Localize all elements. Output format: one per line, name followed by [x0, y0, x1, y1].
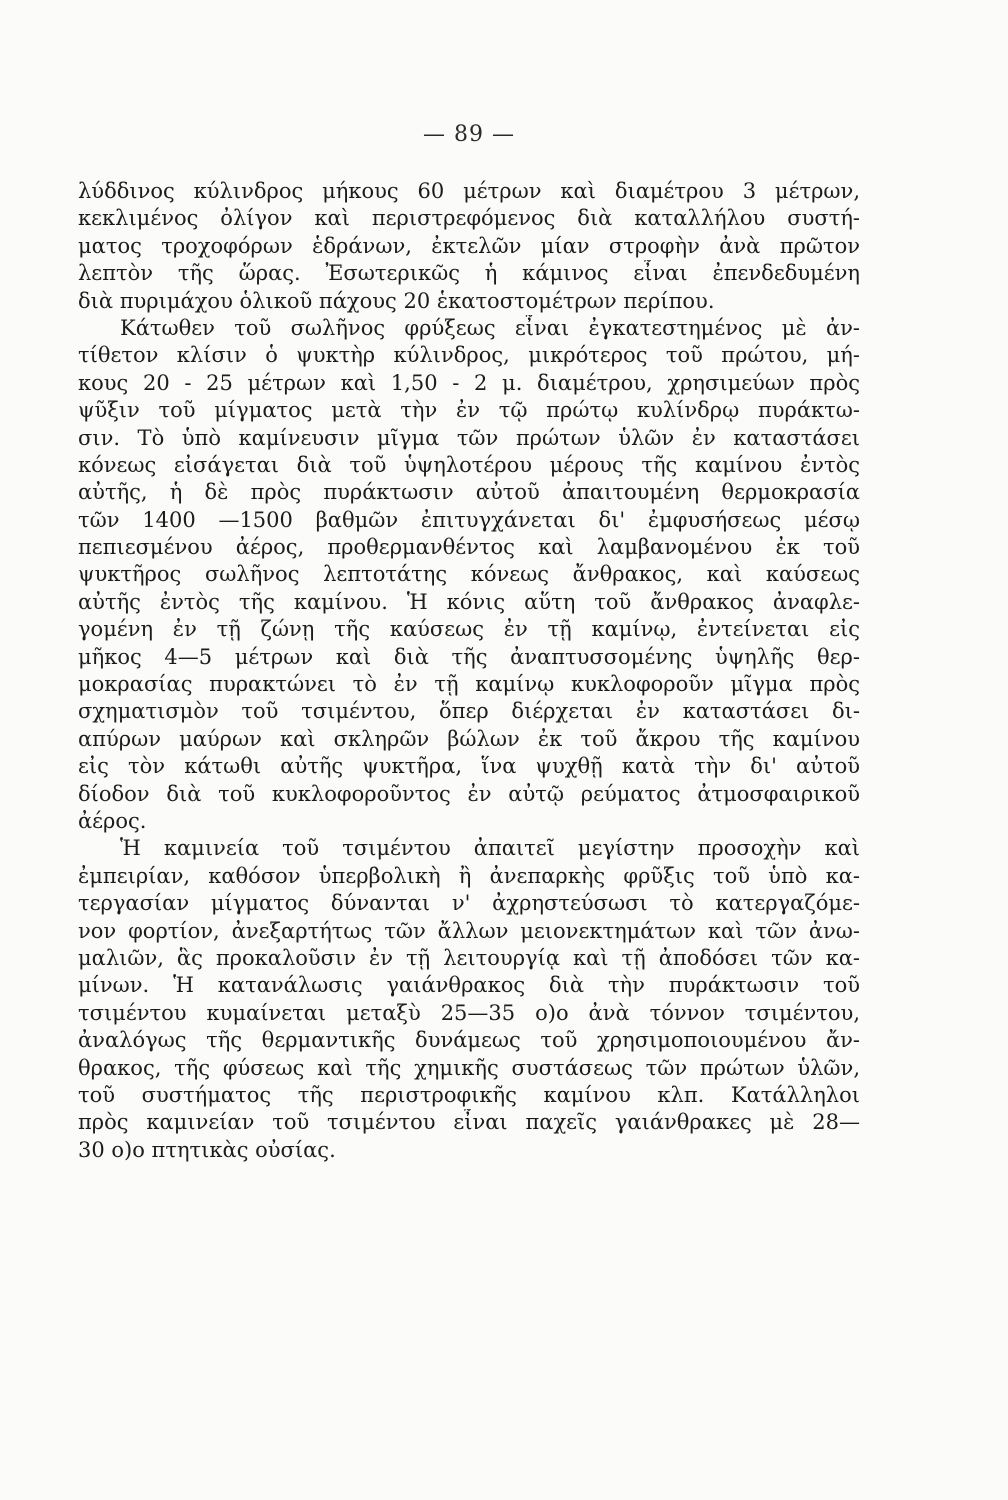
- text-line: ψυκτῆρος σωλῆνος λεπτοτάτης κόνεως ἄνθρακος, καὶ καύσεως: [78, 562, 860, 587]
- text-line: τῶν 1400 —1500 βαθμῶν ἐπιτυγχάνεται δι' ἐμφυσήσεως μέσῳ: [78, 507, 860, 532]
- text-line: γομένη ἐν τῇ ζώνῃ τῆς καύσεως ἐν τῇ καμίνῳ, ἐντείνεται εἰς: [78, 617, 860, 642]
- text-line: μῆκος 4—5 μέτρων καὶ διὰ τῆς ἀναπτυσσομένης ὑψηλῆς θερ-: [78, 644, 860, 669]
- text-line: ἀέρος.: [78, 808, 147, 833]
- body-text: [78, 178, 860, 1164]
- text-line: νον φορτίον, ἀνεξαρτήτως τῶν ἄλλων μειονεκτημάτων καὶ τῶν ἀνω-: [78, 918, 860, 943]
- text-line: ματος τροχοφόρων ἑδράνων, ἐκτελῶν μίαν στροφὴν ἀνὰ πρῶτον: [78, 233, 860, 258]
- text-line: αὐτῆς ἐντὸς τῆς καμίνου. Ἡ κόνις αὕτη τοῦ ἄνθρακος ἀναφλε-: [78, 589, 860, 614]
- text-line: πρὸς καμινείαν τοῦ τσιμέντου εἶναι παχεῖς γαιάνθρακες μὲ 28—: [78, 1110, 860, 1135]
- text-line: τεργασίαν μίγματος δύνανται ν' ἀχρηστεύσωσι τὸ κατεργαζόμε-: [78, 891, 860, 916]
- text-line: λύδδινος κύλινδρος μήκους 60 μέτρων καὶ διαμέτρου 3 μέτρων,: [78, 179, 860, 203]
- text-line: Κάτωθεν τοῦ σωλῆνος φρύξεως εἶναι ἐγκατεστημένος μὲ ἀν-: [120, 315, 860, 340]
- text-line: τοῦ συστήματος τῆς περιστροφικῆς καμίνου κλπ. Κατάλληλοι: [78, 1082, 860, 1107]
- text-line: τίθετον κλίσιν ὁ ψυκτὴρ κύλινδρος, μικρότερος τοῦ πρώτου, μή-: [78, 343, 860, 368]
- text-line: ἐμπειρίαν, καθόσον ὑπερβολικὴ ἢ ἀνεπαρκὴς φρῦξις τοῦ ὑπὸ κα-: [78, 863, 860, 888]
- text-line: σχηματισμὸν τοῦ τσιμέντου, ὅπερ διέρχεται ἐν καταστάσει δι-: [78, 699, 860, 724]
- text-line: 30 ο)ο πτητικὰς οὐσίας.: [78, 1137, 336, 1162]
- text-line: κεκλιμένος ὀλίγον καὶ περιστρεφόμενος διὰ καταλλήλου συστή-: [78, 206, 860, 231]
- text-line: μοκρασίας πυρακτώνει τὸ ἐν τῇ καμίνῳ κυκλοφοροῦν μῖγμα πρὸς: [78, 672, 860, 697]
- text-line: Ἡ καμινεία τοῦ τσιμέντου ἀπαιτεῖ μεγίστην προσοχὴν καὶ: [120, 836, 860, 861]
- text-line: σιν. Τὸ ὑπὸ καμίνευσιν μῖγμα τῶν πρώτων ὑλῶν ἐν καταστάσει: [78, 425, 860, 450]
- text-line: αὐτῆς, ἡ δὲ πρὸς πυράκτωσιν αὐτοῦ ἀπαιτουμένη θερμοκρασία: [78, 480, 860, 505]
- text-line: ἀναλόγως τῆς θερμαντικῆς δυνάμεως τοῦ χρησιμοποιουμένου ἄν-: [78, 1028, 860, 1053]
- text-line: εἰς τὸν κάτωθι αὐτῆς ψυκτῆρα, ἵνα ψυχθῇ κατὰ τὴν δι' αὐτοῦ: [78, 754, 860, 779]
- page-number: — 89 —: [423, 122, 515, 147]
- text-line: μίνων. Ἡ κατανάλωσις γαιάνθρακος διὰ τὴν πυράκτωσιν τοῦ: [78, 973, 860, 998]
- text-line: πεπιεσμένου ἀέρος, προθερμανθέντος καὶ λαμβανομένου ἐκ τοῦ: [78, 535, 860, 560]
- text-line: απύρων μαύρων καὶ σκληρῶν βώλων ἐκ τοῦ ἄκρου τῆς καμίνου: [78, 726, 860, 751]
- text-line: θρακος, τῆς φύσεως καὶ τῆς χημικῆς συστάσεως τῶν πρώτων ὑλῶν,: [78, 1055, 860, 1080]
- text-line: ψῦξιν τοῦ μίγματος μετὰ τὴν ἐν τῷ πρώτῳ κυλίνδρῳ πυράκτω-: [78, 398, 860, 423]
- text-line: δίοδον διὰ τοῦ κυκλοφοροῦντος ἐν αὐτῷ ρεύματος ἀτμοσφαιρικοῦ: [78, 781, 860, 806]
- text-line: διὰ πυριμάχου ὁλικοῦ πάχους 20 ἑκατοστομέτρων περίπου.: [78, 288, 715, 313]
- text-line: μαλιῶν, ἃς προκαλοῦσιν ἐν τῇ λειτουργίᾳ καὶ τῇ ἀποδόσει τῶν κα-: [78, 945, 860, 970]
- text-line: λεπτὸν τῆς ὥρας. Ἐσωτερικῶς ἡ κάμινος εἶναι ἐπενδεδυμένη: [78, 261, 860, 286]
- text-line: κόνεως εἰσάγεται διὰ τοῦ ὑψηλοτέρου μέρους τῆς καμίνου ἐντὸς: [78, 452, 860, 477]
- text-line: τσιμέντου κυμαίνεται μεταξὺ 25—35 ο)ο ἀνὰ τόννον τσιμέντου,: [78, 1000, 860, 1025]
- text-line: κους 20 - 25 μέτρων καὶ 1,50 - 2 μ. διαμέτρου, χρησιμεύων πρὸς: [78, 370, 860, 395]
